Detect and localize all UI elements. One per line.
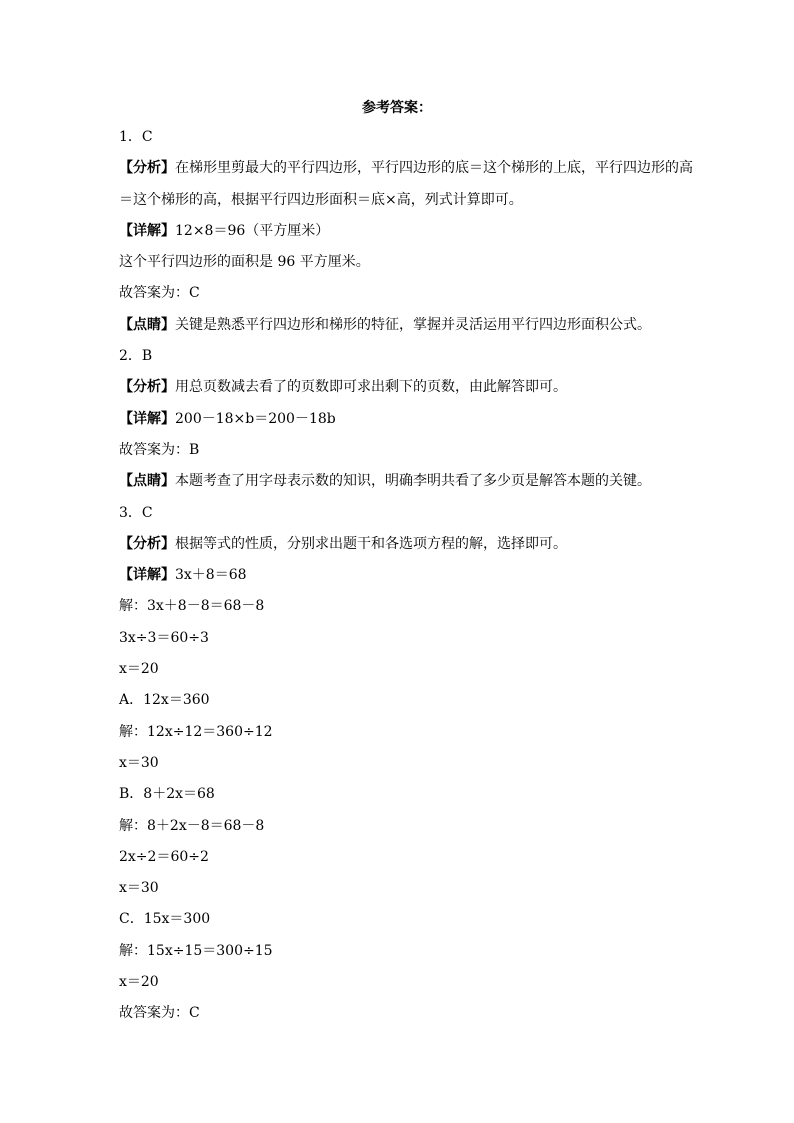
equation-step	[119, 654, 699, 685]
answer-body	[119, 122, 699, 1030]
answer-1-number	[119, 122, 699, 153]
line-tag: 【点睛】	[119, 316, 175, 333]
line-text: 2．B	[119, 348, 153, 365]
line-tag: 【分析】	[119, 160, 175, 177]
answer-1-detail	[119, 216, 699, 247]
answer-1-comment	[119, 310, 699, 341]
answer-1-analysis	[119, 153, 699, 216]
line-text: 故答案为：C	[119, 285, 200, 302]
equation-step	[119, 967, 699, 998]
line-tag: 【分析】	[119, 535, 175, 552]
equation-step	[119, 748, 699, 779]
option-c	[119, 904, 699, 935]
line-tag: 【详解】	[119, 410, 175, 427]
line-text: 3x＋8＝68	[175, 567, 247, 584]
line-tag: 【详解】	[119, 222, 175, 239]
answer-2-detail	[119, 404, 699, 435]
answer-3-number	[119, 498, 699, 529]
line-text: B．8＋2x＝68	[119, 786, 215, 803]
equation-step	[119, 717, 699, 748]
line-text: 关键是熟悉平行四边形和梯形的特征，掌握并灵活运用平行四边形面积公式。	[175, 316, 651, 333]
line-text: 根据等式的性质，分别求出题干和各选项方程的解，选择即可。	[175, 535, 567, 552]
line-text: 这个平行四边形的面积是 96 平方厘米。	[119, 254, 370, 271]
line-text: 3．C	[119, 504, 153, 521]
line-text: 故答案为：B	[119, 441, 200, 458]
option-a	[119, 685, 699, 716]
line-tag: 【点睛】	[119, 473, 175, 490]
equation-step	[119, 811, 699, 842]
equation-step	[119, 936, 699, 967]
line-text: 200－18×b＝200－18b	[175, 410, 336, 427]
line-text: x＝20	[119, 974, 159, 991]
line-tag: 【分析】	[119, 379, 175, 396]
line-text: 故答案为：C	[119, 1005, 200, 1022]
answer-1-result	[119, 278, 699, 309]
equation-step	[119, 842, 699, 873]
line-text: A．12x＝360	[119, 692, 210, 709]
line-text: 解：12x÷12＝360÷12	[119, 723, 273, 740]
page-title: 参考答案：	[362, 100, 432, 116]
line-tag: 【详解】	[119, 567, 175, 584]
answer-2-comment	[119, 466, 699, 497]
line-text: 1．C	[119, 129, 153, 145]
equation-step	[119, 591, 699, 622]
line-text: 解：8＋2x－8＝68－8	[119, 817, 265, 834]
line-text: x＝20	[119, 661, 159, 678]
line-text: 3x÷3＝60÷3	[119, 629, 209, 646]
answer-3-analysis	[119, 529, 699, 560]
line-text: C．15x＝300	[119, 911, 211, 928]
line-text: 解：15x÷15＝300÷15	[119, 942, 273, 959]
equation-step	[119, 623, 699, 654]
answer-2-number	[119, 341, 699, 372]
answer-2-analysis	[119, 372, 699, 403]
option-b	[119, 779, 699, 810]
line-text: x＝30	[119, 880, 159, 897]
line-text: 本题考查了用字母表示数的知识，明确李明共看了多少页是解答本题的关键。	[175, 473, 651, 490]
line-text: x＝30	[119, 754, 159, 771]
answer-1-statement	[119, 247, 699, 278]
equation-step	[119, 873, 699, 904]
line-text: 12×8＝96（平方厘米）	[175, 222, 330, 239]
line-text: 在梯形里剪最大的平行四边形，平行四边形的底＝这个梯形的上底，平行四边形的高＝这个梯形的高，根据平行四边形面积＝底×高，列式计算即可。	[119, 160, 693, 208]
line-text: 解：3x＋8－8＝68－8	[119, 598, 265, 615]
line-text: 用总页数减去看了的页数即可求出剩下的页数，由此解答即可。	[175, 379, 567, 396]
answer-3-result	[119, 998, 699, 1029]
answer-2-result	[119, 435, 699, 466]
answer-3-detail	[119, 560, 699, 591]
line-text: 2x÷2＝60÷2	[119, 848, 209, 865]
